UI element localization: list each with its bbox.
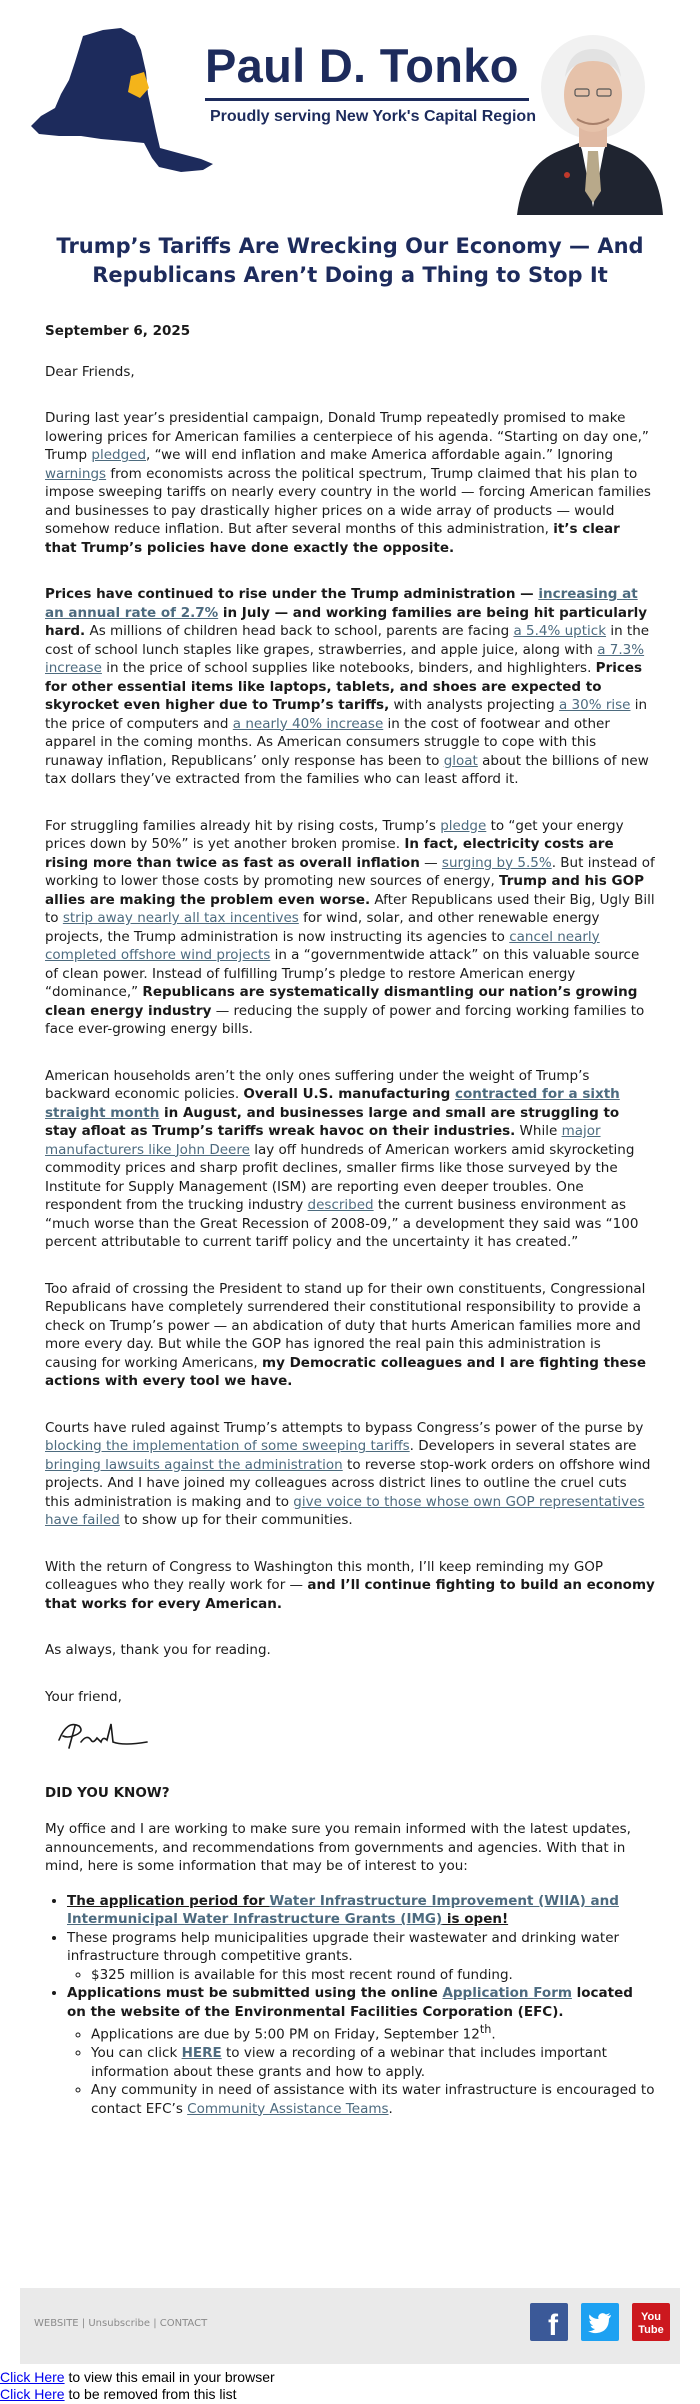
text: . Developers in several states are	[409, 1438, 637, 1454]
portrait-photo	[513, 25, 665, 215]
header-divider	[205, 98, 529, 101]
bold-text: located on the website of the Environmental Facilities Corporation (EFC).	[67, 1985, 633, 2020]
separator: |	[150, 2318, 160, 2329]
paragraph-3	[45, 817, 655, 1039]
text: in the price of school supplies like notebooks, binders, and highlighters.	[101, 660, 596, 676]
text: to be removed from this list	[64, 2386, 237, 2402]
text: to reverse stop-work orders on offshore wind projects. And I have joined my colleagues across district lines to outline the cruel cuts this administration is making and to	[45, 1456, 651, 1510]
text: —	[419, 854, 442, 871]
text: in a “governmentwide attack” on this valuable source of clean power. Instead of fulfilling Trump’s pledge to restore American energy “dominance,”	[45, 947, 640, 1000]
text: to “get your energy prices down by 50%” is yet another broken promise.	[45, 817, 624, 852]
bold-text: in July — and working families are being hit particularly hard.	[45, 604, 648, 639]
gloat-link[interactable]: gloat	[443, 752, 478, 769]
view-in-browser-line	[0, 2369, 275, 2386]
supplies-increase-link[interactable]: a 7.3% increase	[45, 641, 645, 676]
bold-text: Overall U.S. manufacturing	[243, 1086, 455, 1102]
paragraph-2	[45, 585, 655, 789]
superscript: th	[479, 2023, 492, 2036]
text: to show up for their communities.	[119, 1512, 353, 1528]
list-item	[67, 1892, 655, 1929]
bold-text: The application period for	[67, 1892, 270, 1909]
text: to view this email in your browser	[64, 2369, 275, 2385]
described-link[interactable]: described	[307, 1197, 374, 1213]
text: in the price of computers and	[45, 697, 648, 732]
text: With the return of Congress to Washington this month, I’ll keep reminding my GOP colleagues who they really work for —	[45, 1558, 604, 1593]
tariff-ruling-link[interactable]: blocking the implementation of some sweeping tariffs	[45, 1438, 410, 1454]
bold-text: is open!	[442, 1911, 509, 1927]
info-list	[45, 1892, 655, 2119]
paragraph-5	[45, 1280, 655, 1391]
text: from economists across the political spectrum, Trump claimed that his plan to impose sweeping tariffs on nearly every country in the world — forcing American families and businesses to pay drastically higher prices on a wide array of products — would somehow reduce inflation. But after several months of this administration,	[45, 465, 651, 537]
bold-text: Republicans are systematically dismantling our nation’s growing clean energy industry	[45, 984, 638, 1019]
text: These programs help municipalities upgrade their wastewater and drinking water infrastructure through competitive grants.	[67, 1929, 620, 1964]
text: You can click	[91, 2045, 182, 2061]
john-deere-link[interactable]: major manufacturers like John Deere	[45, 1123, 601, 1158]
text: in the cost of school lunch staples like grapes, strawberries, and apple juice, along with	[45, 623, 650, 658]
bold-text: Applications must be submitted using the online	[67, 1985, 443, 2001]
bold-text: Trump and his GOP allies are making the problem even worse.	[45, 873, 644, 908]
did-you-know-intro: My office and I are working to make sure you remain informed with the latest updates, announcements, and recommendations from governments and agencies. With that in mind, here is some information that may be of interest to you:	[45, 1821, 631, 1874]
text: , “we will end inflation and make America affordable again.” Ignoring	[146, 447, 614, 463]
text: lay off hundreds of American workers amid skyrocketing commodity prices and sharp profit declines, smaller firms like those surveyed by the Institute for Supply Management (ISM) are reporting even deeper troubles. One respondent from the trucking industry	[45, 1141, 635, 1213]
did-you-know-heading: DID YOU KNOW?	[45, 1784, 170, 1801]
text: the current business environment as “much worse than the Great Recession of 2008-09,” a development they said was “100 percent attributable to current tariff policy and the uncertainty it has created.”	[45, 1197, 639, 1250]
bold-text: my Democratic colleagues and I are fighting these actions with every tool we have.	[45, 1354, 646, 1389]
letter-body	[45, 322, 655, 2118]
computer-rise-link[interactable]: a 30% rise	[558, 697, 631, 713]
text: Courts have ruled against Trump’s attempts to bypass Congress’s power of the purse by	[45, 1419, 644, 1436]
paragraph-7	[45, 1558, 655, 1614]
bold-text: and I’ll continue fighting to build an economy that works for every American.	[45, 1577, 655, 1612]
lawsuits-link[interactable]: bringing lawsuits against the administration	[45, 1456, 343, 1473]
bold-text: it’s clear that Trump’s policies have done exactly the opposite.	[45, 521, 620, 556]
inflation-rate-link[interactable]: increasing at an annual rate of 2.7%	[45, 586, 638, 621]
new-york-state-map-icon	[25, 28, 235, 178]
page-title: Trump’s Tariffs Are Wrecking Our Economy — And Republicans Aren’t Doing a Thing to Stop It	[56, 234, 644, 287]
community-assistance-link[interactable]: Community Assistance Teams	[187, 2100, 389, 2117]
tax-incentives-link[interactable]: strip away nearly all tax incentives	[62, 910, 299, 926]
website-link[interactable]: WEBSITE	[34, 2318, 79, 2329]
text: for wind, solar, and other renewable energy projects, the Trump administration is now instructing its agencies to	[45, 910, 600, 945]
lunch-uptick-link[interactable]: a 5.4% uptick	[513, 623, 607, 639]
text: . But instead of working to lower those costs by promoting new sources of energy,	[45, 854, 655, 889]
youtube-icon[interactable]	[632, 2303, 670, 2341]
sub-list-item	[91, 2044, 655, 2081]
facebook-icon[interactable]	[530, 2303, 568, 2341]
text: .	[388, 2100, 393, 2117]
text: As millions of children head back to school, parents are facing	[85, 623, 514, 639]
bold-text: Prices for other essential items like laptops, tablets, and shoes are expected to skyrocket even higher due to Trump’s tariffs,	[45, 660, 643, 713]
wiia-img-grants-link[interactable]: Water Infrastructure Improvement (WIIA) and Intermunicipal Water Infrastructure Grants (IMG)	[67, 1892, 619, 1927]
paragraph-6	[45, 1419, 655, 1530]
sign-off: Your friend,	[45, 1688, 122, 1705]
footer-bar	[20, 2288, 680, 2364]
remove-from-list-line	[0, 2386, 275, 2403]
representative-name: Paul D. Tonko	[205, 39, 519, 92]
text: During last year’s presidential campaign, Donald Trump repeatedly promised to make lowering prices for American families a centerpiece of his agenda. “Starting on day one,” Trump	[45, 410, 649, 463]
remove-from-list-link[interactable]: Click Here	[0, 2386, 65, 2402]
contact-link[interactable]: CONTACT	[159, 2318, 208, 2329]
sub-list-item	[91, 2021, 655, 2044]
text: After Republicans used their Big, Ugly Bill to	[45, 891, 655, 926]
text: Too afraid of crossing the President to stand up for their own constituents, Congressional Republicans have completely surrendered their constitutional responsibility to provide a check on Trump’s power — an abdication of duty that hurts American families more and more every day. But while the GOP has ignored the real pain this administration is causing for working Americans,	[45, 1280, 646, 1371]
electricity-surge-link[interactable]: surging by 5.5%	[441, 854, 552, 871]
text: with analysts projecting	[389, 697, 559, 713]
text: Applications are due by 5:00 PM on Friday, September 12	[91, 2026, 480, 2043]
header-banner	[0, 0, 700, 220]
text: Any community in need of assistance with its water infrastructure is encouraged to contact EFC’s	[91, 2082, 655, 2117]
sub-list-item	[91, 2081, 655, 2118]
text: in the cost of footwear and other apparel in the coming months. As American consumers struggle to cope with this runaway inflation, Republicans’ only response has been to	[45, 715, 610, 769]
twitter-icon[interactable]	[581, 2303, 619, 2341]
header-tagline: Proudly serving New York's Capital Region	[210, 108, 536, 125]
signature-image	[53, 1716, 153, 1752]
webinar-here-link[interactable]: HERE	[181, 2045, 222, 2061]
energy-pledge-link[interactable]: pledge	[440, 817, 487, 834]
text: For struggling families already hit by rising costs, Trump’s	[45, 817, 441, 834]
unsubscribe-link[interactable]: Unsubscribe	[88, 2318, 151, 2329]
footer-links	[34, 2318, 207, 2329]
text: — reducing the supply of power and forcing working families to face ever-growing energy bills.	[45, 1002, 645, 1037]
footwear-increase-link[interactable]: a nearly 40% increase	[232, 715, 384, 732]
youtube-glyph-bottom: Tube	[638, 2324, 664, 2336]
view-in-browser-link[interactable]: Click Here	[0, 2369, 65, 2385]
bold-text: in August, and businesses large and small are struggling to stay afloat as Trump’s tariffs wreak havoc on their industries.	[45, 1104, 620, 1139]
paragraph-1	[45, 409, 655, 557]
manufacturing-contracted-link[interactable]: contracted for a sixth straight month	[45, 1086, 620, 1121]
pledged-link[interactable]: pledged	[91, 447, 147, 463]
text: American households aren’t the only ones suffering under the weight of Trump’s backward economic policies.	[45, 1067, 590, 1102]
separator: |	[78, 2318, 89, 2329]
give-voice-link[interactable]: give voice to those whose own GOP representatives have failed	[45, 1493, 645, 1528]
offshore-wind-link[interactable]: cancel nearly completed offshore wind projects	[45, 928, 600, 963]
text: about the billions of new tax dollars they’ve extracted from the families who can least afford it.	[45, 752, 649, 787]
text: While	[515, 1123, 562, 1139]
greeting: Dear Friends,	[45, 363, 135, 380]
facebook-glyph: f	[548, 2309, 558, 2341]
youtube-glyph-top: You	[641, 2311, 661, 2323]
closing-line: As always, thank you for reading.	[45, 1642, 271, 1658]
warnings-link[interactable]: warnings	[45, 465, 107, 482]
paragraph-4	[45, 1067, 655, 1252]
bold-text: In fact, electricity costs are rising more than twice as fast as overall inflation	[45, 836, 614, 871]
bold-text: Prices have continued to rise under the Trump administration —	[45, 586, 539, 602]
text: to view a recording of a webinar that includes important information about these grants and how to apply.	[91, 2045, 607, 2080]
list-item	[67, 1929, 655, 1985]
email-footer-links	[0, 2369, 275, 2403]
text: .	[491, 2026, 496, 2043]
application-form-link[interactable]: Application Form	[442, 1985, 572, 2001]
list-item	[67, 1984, 655, 2118]
letter-date: September 6, 2025	[45, 323, 191, 339]
sub-list-item: ◦ $325 million is available for this most recent round of funding.	[91, 1966, 655, 1985]
